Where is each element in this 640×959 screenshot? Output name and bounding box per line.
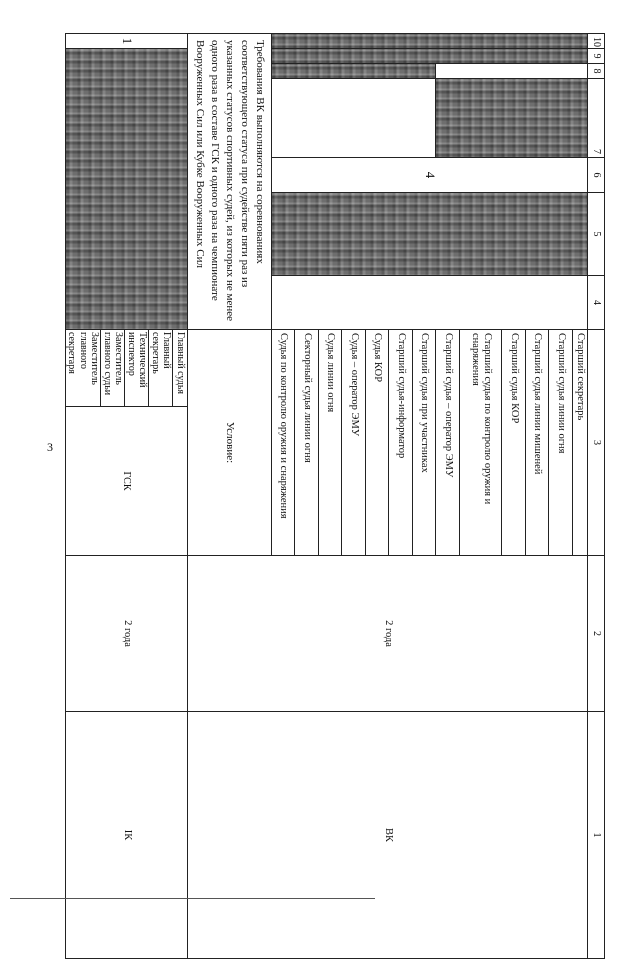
vk-role-12: Секторный судья линии огня	[295, 330, 319, 556]
vk-role-11: Судья линии огня	[318, 330, 342, 556]
header-col-9: 9	[588, 49, 605, 64]
ik-period: 2 года	[66, 556, 189, 712]
ik-role-2: Главный секретарь	[149, 330, 173, 407]
header-col-4: 4	[588, 276, 605, 330]
vk-group: ВК	[188, 712, 588, 959]
vk-role-3: Старший судья линии мишеней	[525, 330, 549, 556]
ik-role-3: Технический инспектор	[125, 330, 149, 407]
vk-cells-8-upper	[436, 64, 588, 79]
page-bottom-line	[10, 898, 375, 899]
vk-cells-4	[271, 276, 587, 330]
ik-role-1: Главный судья	[173, 330, 188, 407]
vk-role-13: Судья по контролю оружия и снаряжения	[271, 330, 295, 556]
vk-cells-7-upper	[436, 79, 588, 158]
ik-role-4: Заместитель главного судьи	[101, 330, 125, 407]
vk-role-8: Старший судья-информатор	[389, 330, 413, 556]
ik-row-1	[173, 34, 188, 959]
qualification-table	[65, 33, 605, 959]
header-col-10: 10	[588, 34, 605, 49]
header-col-6: 6	[588, 158, 605, 193]
vk-value-4-col-456	[271, 158, 587, 193]
vk-period: 2 года	[188, 556, 588, 712]
rotated-table-container	[65, 33, 605, 878]
vk-role-1: Старший секретарь	[572, 330, 587, 556]
vk-cells-9	[271, 49, 587, 64]
header-col-2: 2	[588, 556, 605, 712]
ik-cells-4-9	[66, 49, 189, 330]
vk-cells-5	[271, 193, 587, 276]
header-col-3: 3	[588, 330, 605, 556]
header-col-8: 8	[588, 64, 605, 79]
header-col-1: 1	[588, 712, 605, 959]
vk-role-7: Старший судья при участниках	[412, 330, 436, 556]
vk-role-5: Старший судья по контролю оружия и снаряжения	[460, 330, 502, 556]
vk-cells-10	[271, 34, 587, 49]
vk-condition-label: Условие:	[188, 330, 271, 556]
ik-value-10-cell	[66, 34, 189, 49]
vk-cells-7-lower	[271, 79, 436, 158]
vk-role-10: Судья – оператор ЭМУ	[342, 330, 366, 556]
vk-row-1	[572, 34, 587, 959]
vk-role-6: Старший судья – оператор ЭМУ	[436, 330, 460, 556]
vk-condition-text: Требования ВК выполняются на соревнованиях соответствующего статуса при судействе пяти раз из указанных статусов спортивных судей, из которых не менее одного раза в составе ГСК и одного раза на чемпионате Вооруженных Сил или Кубке Вооруженных Сил	[188, 34, 271, 330]
ik-role-5: Заместитель главного секретаря	[66, 330, 102, 407]
header-row	[588, 34, 605, 959]
page-number: 3	[47, 440, 53, 454]
ik-value-10: 1	[120, 37, 136, 45]
vk-role-2: Старший судья линии огня	[549, 330, 573, 556]
ik-body: ГСК	[66, 407, 189, 556]
header-col-7: 7	[588, 79, 605, 158]
vk-value-4: 4	[422, 171, 438, 179]
header-col-5: 5	[588, 193, 605, 276]
ik-group: IК	[66, 712, 189, 959]
vk-role-4: Старший судья КОР	[502, 330, 526, 556]
vk-cells-8-lower	[271, 64, 436, 79]
vk-role-9: Судья КОР	[365, 330, 389, 556]
